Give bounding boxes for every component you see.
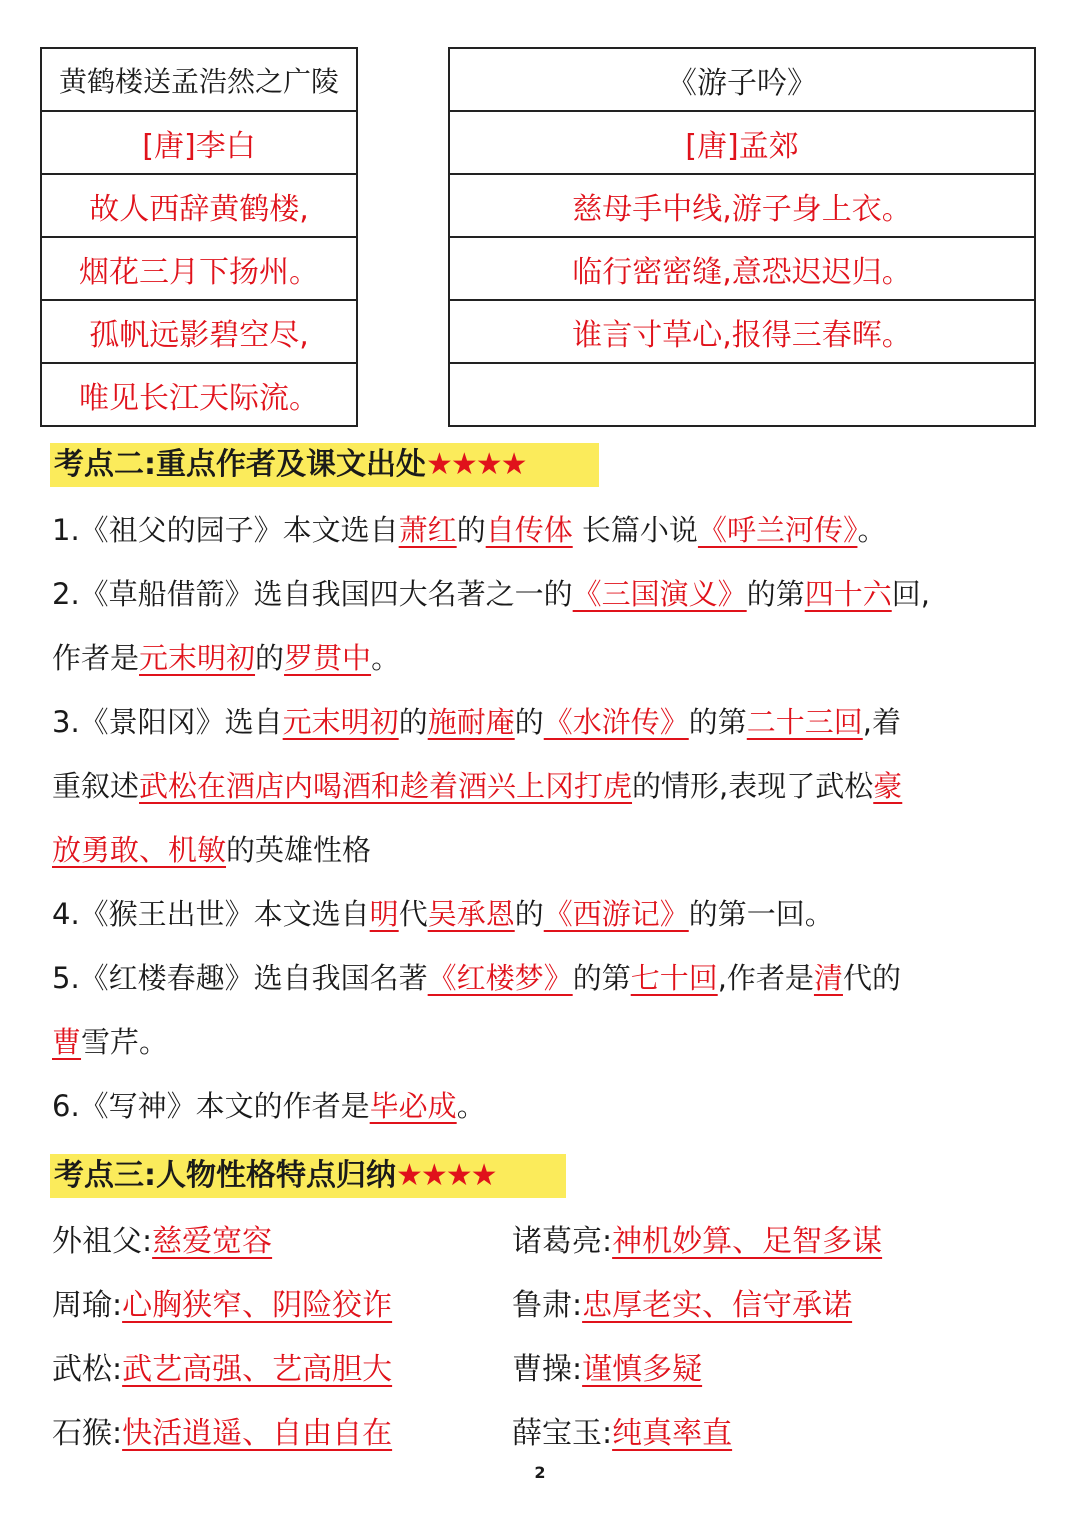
poem-line: 谁言寸草心,报得三春晖。 bbox=[449, 300, 1035, 363]
page-number: 2 bbox=[534, 1463, 546, 1482]
answer-blank: 毕必成 bbox=[369, 1089, 457, 1123]
text-segment: 代 bbox=[398, 897, 428, 931]
section-title: 考点二:重点作者及课文出处 bbox=[54, 447, 426, 482]
item-line bbox=[52, 510, 886, 550]
text-segment: 4.《猴王出世》本文选自 bbox=[52, 897, 370, 931]
answer-blank: 四十六 bbox=[804, 577, 892, 611]
answer-blank: 放勇敢、机敏 bbox=[52, 833, 227, 867]
character-trait: 忠厚老实、信守承诺 bbox=[582, 1288, 853, 1323]
trait-item bbox=[512, 1350, 702, 1390]
star-rating: ★★★★ bbox=[426, 447, 526, 482]
character-name: 武松: bbox=[52, 1352, 123, 1387]
text-segment: 1.《祖父的园子》本文选自 bbox=[52, 513, 399, 547]
answer-blank: 豪 bbox=[873, 769, 903, 803]
character-name: 曹操: bbox=[512, 1352, 583, 1387]
poem-author: [唐]孟郊 bbox=[449, 111, 1035, 174]
text-segment: 重叙述 bbox=[52, 769, 140, 803]
item-line bbox=[52, 830, 371, 870]
answer-blank: 清 bbox=[813, 961, 843, 995]
poem-table-huanghelou bbox=[40, 47, 358, 427]
answer-blank: 《三国演义》 bbox=[572, 577, 747, 611]
item-line bbox=[52, 766, 902, 806]
text-segment: 的 bbox=[398, 705, 428, 739]
text-segment: 。 bbox=[371, 641, 401, 675]
item-line bbox=[52, 894, 834, 934]
answer-blank: 曹 bbox=[52, 1025, 82, 1059]
answer-blank: 二十三回 bbox=[746, 705, 863, 739]
section-heading-authors bbox=[50, 443, 599, 487]
text-segment: ,着 bbox=[862, 705, 901, 739]
item-line bbox=[52, 638, 400, 678]
trait-item bbox=[512, 1222, 882, 1262]
trait-item bbox=[52, 1286, 392, 1326]
character-name: 石猴: bbox=[52, 1416, 123, 1451]
answer-blank: 武松在酒店内喝酒和趁着酒兴上冈打虎 bbox=[139, 769, 633, 803]
character-trait: 武艺高强、艺高胆大 bbox=[122, 1352, 393, 1387]
poem-table-youziyin bbox=[448, 47, 1036, 427]
text-segment: 的情形,表现了武松 bbox=[632, 769, 874, 803]
text-segment: 的第一回。 bbox=[688, 897, 834, 931]
answer-blank: 《西游记》 bbox=[543, 897, 689, 931]
character-trait: 快活逍遥、自由自在 bbox=[122, 1416, 393, 1451]
answer-blank: 《红楼梦》 bbox=[427, 961, 573, 995]
answer-blank: 吴承恩 bbox=[427, 897, 515, 931]
item-line bbox=[52, 1022, 168, 1062]
character-trait: 纯真率直 bbox=[612, 1416, 733, 1451]
trait-item bbox=[52, 1414, 392, 1454]
text-segment: 。 bbox=[857, 513, 887, 547]
text-segment: 作者是 bbox=[52, 641, 140, 675]
character-name: 鲁肃: bbox=[512, 1288, 583, 1323]
text-segment: 的第 bbox=[572, 961, 631, 995]
answer-blank: 明 bbox=[369, 897, 399, 931]
answer-blank: 七十回 bbox=[630, 961, 718, 995]
character-name: 诸葛亮: bbox=[512, 1224, 613, 1259]
answer-blank: 萧红 bbox=[398, 513, 457, 547]
star-rating: ★★★★ bbox=[396, 1158, 496, 1193]
item-line bbox=[52, 702, 901, 742]
section-title: 考点三:人物性格特点归纳 bbox=[54, 1158, 396, 1193]
item-line bbox=[52, 574, 930, 614]
answer-blank: 自传体 bbox=[485, 513, 573, 547]
text-segment: ,作者是 bbox=[717, 961, 814, 995]
answer-blank: 《呼兰河传》 bbox=[697, 513, 858, 547]
trait-item bbox=[52, 1222, 272, 1262]
poem-line: 临行密密缝,意恐迟迟归。 bbox=[449, 237, 1035, 300]
text-segment: 的第 bbox=[746, 577, 805, 611]
poem-line: 慈母手中线,游子身上衣。 bbox=[449, 174, 1035, 237]
poem-title: 黄鹤楼送孟浩然之广陵 bbox=[41, 48, 357, 111]
answer-blank: 元末明初 bbox=[139, 641, 256, 675]
poem-line: 唯见长江天际流。 bbox=[41, 363, 357, 426]
character-trait: 慈爱宽容 bbox=[152, 1224, 273, 1259]
poem-title: 《游子吟》 bbox=[449, 48, 1035, 111]
character-name: 周瑜: bbox=[52, 1288, 123, 1323]
text-segment: 6.《写神》本文的作者是 bbox=[52, 1089, 370, 1123]
text-segment: 的 bbox=[514, 705, 544, 739]
poem-line-empty bbox=[449, 363, 1035, 426]
text-segment: 代的 bbox=[842, 961, 901, 995]
item-line bbox=[52, 1086, 486, 1126]
trait-item bbox=[512, 1414, 732, 1454]
poem-author: [唐]李白 bbox=[41, 111, 357, 174]
answer-blank: 元末明初 bbox=[282, 705, 399, 739]
text-segment: 3.《景阳冈》选自 bbox=[52, 705, 283, 739]
text-segment: 雪芹。 bbox=[81, 1025, 169, 1059]
trait-item bbox=[52, 1350, 392, 1390]
text-segment: 2.《草船借箭》选自我国四大名著之一的 bbox=[52, 577, 573, 611]
answer-blank: 罗贯中 bbox=[284, 641, 372, 675]
text-segment: 的 bbox=[514, 897, 544, 931]
text-segment: 。 bbox=[456, 1089, 486, 1123]
text-segment: 5.《红楼春趣》选自我国名著 bbox=[52, 961, 428, 995]
poem-line: 烟花三月下扬州。 bbox=[41, 237, 357, 300]
text-segment: 的 bbox=[255, 641, 285, 675]
text-segment: 的 bbox=[456, 513, 486, 547]
trait-item bbox=[512, 1286, 852, 1326]
text-segment: 的英雄性格 bbox=[226, 833, 372, 867]
text-segment: 回, bbox=[891, 577, 930, 611]
character-trait: 谨慎多疑 bbox=[582, 1352, 703, 1387]
text-segment: 的第 bbox=[688, 705, 747, 739]
text-segment: 长篇小说 bbox=[572, 513, 698, 547]
character-trait: 神机妙算、足智多谋 bbox=[612, 1224, 883, 1259]
poem-line: 孤帆远影碧空尽, bbox=[41, 300, 357, 363]
answer-blank: 《水浒传》 bbox=[543, 705, 689, 739]
character-name: 外祖父: bbox=[52, 1224, 153, 1259]
answer-blank: 施耐庵 bbox=[427, 705, 515, 739]
section-heading-characters bbox=[50, 1154, 566, 1198]
poem-line: 故人西辞黄鹤楼, bbox=[41, 174, 357, 237]
character-trait: 心胸狭窄、阴险狡诈 bbox=[122, 1288, 393, 1323]
item-line bbox=[52, 958, 901, 998]
character-name: 薛宝玉: bbox=[512, 1416, 613, 1451]
